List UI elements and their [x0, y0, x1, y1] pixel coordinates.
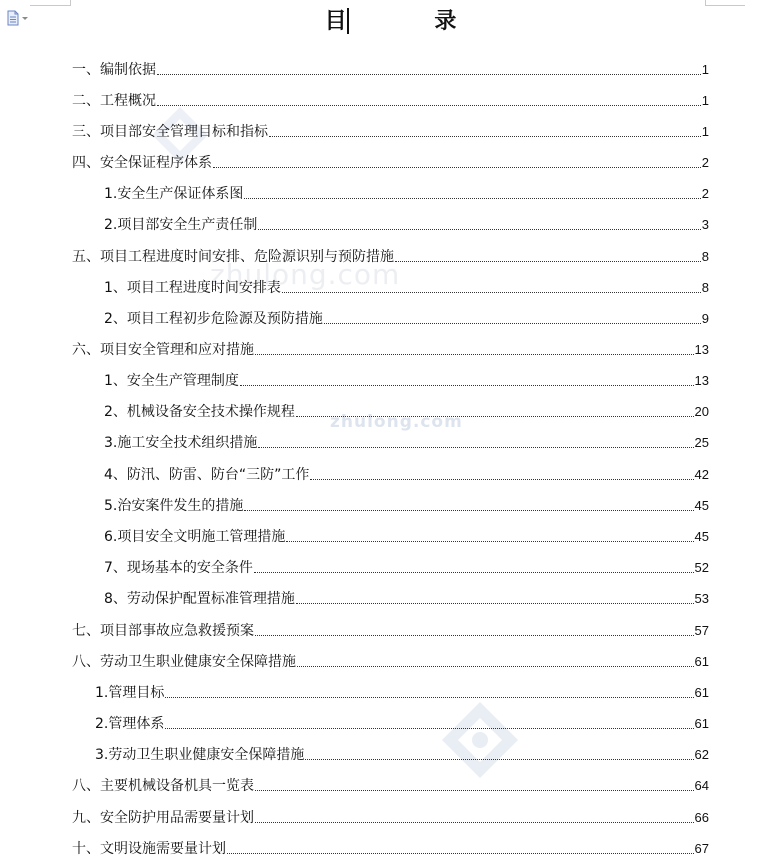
toc-leader-dots — [310, 479, 693, 480]
toc-entry[interactable] — [104, 181, 709, 203]
toc-entry[interactable] — [104, 430, 709, 452]
toc-entry-page-number: 25 — [694, 435, 709, 450]
toc-entry-label: 八、主要机械设备机具一览表 — [72, 778, 254, 794]
toc-entry-label: 七、项目部事故应急救援预案 — [72, 623, 254, 639]
toc-entry-label: 二、工程概况 — [72, 93, 156, 109]
toc-leader-dots — [282, 292, 701, 293]
toc-entry-page-number: 20 — [694, 404, 709, 419]
toc-leader-dots — [244, 198, 700, 199]
toc-leader-dots — [165, 728, 693, 729]
toc-entry[interactable] — [72, 649, 709, 671]
toc-entry-page-number: 62 — [694, 747, 709, 762]
toc-leader-dots — [258, 229, 700, 230]
toc-entry-page-number: 13 — [694, 373, 709, 388]
toc-entry[interactable] — [72, 337, 709, 359]
toc-entry[interactable] — [72, 57, 709, 79]
toc-entry-page-number: 8 — [701, 249, 709, 264]
toc-entry-label: 六、项目安全管理和应对措施 — [72, 342, 254, 358]
toc-leader-dots — [165, 697, 693, 698]
toc-leader-dots — [258, 447, 693, 448]
toc-entry-page-number: 61 — [694, 654, 709, 669]
toc-entry[interactable] — [104, 586, 709, 608]
toc-entry-page-number: 2 — [701, 155, 709, 170]
page-title: 目 录 — [324, 8, 497, 34]
toc-leader-dots — [255, 822, 694, 823]
toc-entry-page-number: 53 — [694, 591, 709, 606]
toc-entry[interactable] — [95, 742, 709, 764]
toc-entry-label: 5.治安案件发生的措施 — [104, 498, 244, 514]
watermark-text-faint: zhulong.com — [210, 258, 401, 291]
toc-leader-dots — [324, 323, 701, 324]
toc-leader-dots — [157, 105, 701, 106]
toc-leader-dots — [305, 759, 693, 760]
toc-leader-dots — [255, 635, 694, 636]
toc-entry-label: 2.管理体系 — [95, 716, 165, 732]
toc-entry-page-number: 57 — [694, 623, 709, 638]
toc-entry[interactable] — [72, 805, 709, 827]
toc-entry[interactable] — [104, 275, 709, 297]
toc-entry-label: 8、劳动保护配置标准管理措施 — [104, 591, 295, 607]
toc-entry[interactable] — [95, 711, 709, 733]
toc-entry-label: 九、安全防护用品需要量计划 — [72, 810, 254, 826]
toc-leader-dots — [227, 853, 694, 854]
toc-entry-label: 八、劳动卫生职业健康安全保障措施 — [72, 654, 296, 670]
toc-entry-label: 3.劳动卫生职业健康安全保障措施 — [95, 747, 305, 763]
toc-entry[interactable] — [104, 555, 709, 577]
toc-leader-dots — [395, 261, 701, 262]
toc-entry-page-number: 67 — [694, 841, 709, 856]
toc-leader-dots — [296, 416, 694, 417]
toc-entry[interactable] — [72, 88, 709, 110]
toc-entry-page-number: 1 — [701, 124, 709, 139]
toc-entry-page-number: 61 — [694, 716, 709, 731]
toc-leader-dots — [213, 167, 701, 168]
toc-entry[interactable] — [104, 368, 709, 390]
toc-entry[interactable] — [104, 524, 709, 546]
toc-entry[interactable] — [72, 119, 709, 141]
toc-entry-label: 3.施工安全技术组织措施 — [104, 435, 258, 451]
toc-entry[interactable] — [72, 244, 709, 266]
toc-entry-label: 一、编制依据 — [72, 62, 156, 78]
toc-entry[interactable] — [72, 618, 709, 640]
toc-entry-label: 十、文明设施需要量计划 — [72, 841, 226, 857]
toc-entry-page-number: 1 — [701, 93, 709, 108]
toc-entry-label: 1、安全生产管理制度 — [104, 373, 239, 389]
toc-leader-dots — [255, 354, 694, 355]
toc-entry-label: 6.项目安全文明施工管理措施 — [104, 529, 286, 545]
toc-entry-page-number: 61 — [694, 685, 709, 700]
toc-entry-page-number: 8 — [701, 280, 709, 295]
toc-entry[interactable] — [72, 773, 709, 795]
toc-entry-label: 五、项目工程进度时间安排、危险源识别与预防措施 — [72, 249, 394, 265]
toc-leader-dots — [255, 790, 694, 791]
toc-entry-page-number: 42 — [694, 467, 709, 482]
toc-leader-dots — [296, 603, 694, 604]
toc-entry-label: 三、项目部安全管理目标和指标 — [72, 124, 268, 140]
toc-entry-label: 2.项目部安全生产责任制 — [104, 217, 258, 233]
toc-entry-label: 1、项目工程进度时间安排表 — [104, 280, 281, 296]
toc-entry[interactable] — [104, 493, 709, 515]
toc-entry-page-number: 64 — [694, 778, 709, 793]
toc-entry[interactable] — [104, 399, 709, 421]
toc-entry-label: 1.管理目标 — [95, 685, 165, 701]
toc-leader-dots — [297, 666, 694, 667]
toc-entry[interactable] — [104, 306, 709, 328]
toc-entry-label: 四、安全保证程序体系 — [72, 155, 212, 171]
toc-entry-label: 2、机械设备安全技术操作规程 — [104, 404, 295, 420]
toc-entry[interactable] — [104, 212, 709, 234]
watermark-text: zhulong.com — [330, 412, 463, 432]
toc-leader-dots — [254, 572, 694, 573]
toc-entry-page-number: 13 — [694, 342, 709, 357]
toc-entry[interactable] — [104, 462, 709, 484]
toc-entry-page-number: 9 — [701, 311, 709, 326]
toc-leader-dots — [157, 74, 701, 75]
toc-leader-dots — [240, 385, 694, 386]
toc-entry[interactable] — [95, 680, 709, 702]
toc-leader-dots — [286, 541, 693, 542]
toc-entry-label: 2、项目工程初步危险源及预防措施 — [104, 311, 323, 327]
toc-entry-page-number: 2 — [701, 186, 709, 201]
toc-entry-page-number: 52 — [694, 560, 709, 575]
toc-entry-page-number: 45 — [694, 529, 709, 544]
toc-entry-label: 7、现场基本的安全条件 — [104, 560, 253, 576]
toc-entry-label: 1.安全生产保证体系图 — [104, 186, 244, 202]
toc-entry-page-number: 1 — [701, 62, 709, 77]
toc-entry[interactable] — [72, 150, 709, 172]
toc-leader-dots — [269, 136, 701, 137]
toc-entry-page-number: 66 — [694, 810, 709, 825]
toc-leader-dots — [244, 510, 693, 511]
toc-entry-page-number: 45 — [694, 498, 709, 513]
toc-entry-page-number: 3 — [701, 217, 709, 232]
toc-entry-label: 4、防汛、防雷、防台“三防”工作 — [104, 467, 310, 483]
toc-entry[interactable] — [72, 836, 709, 858]
